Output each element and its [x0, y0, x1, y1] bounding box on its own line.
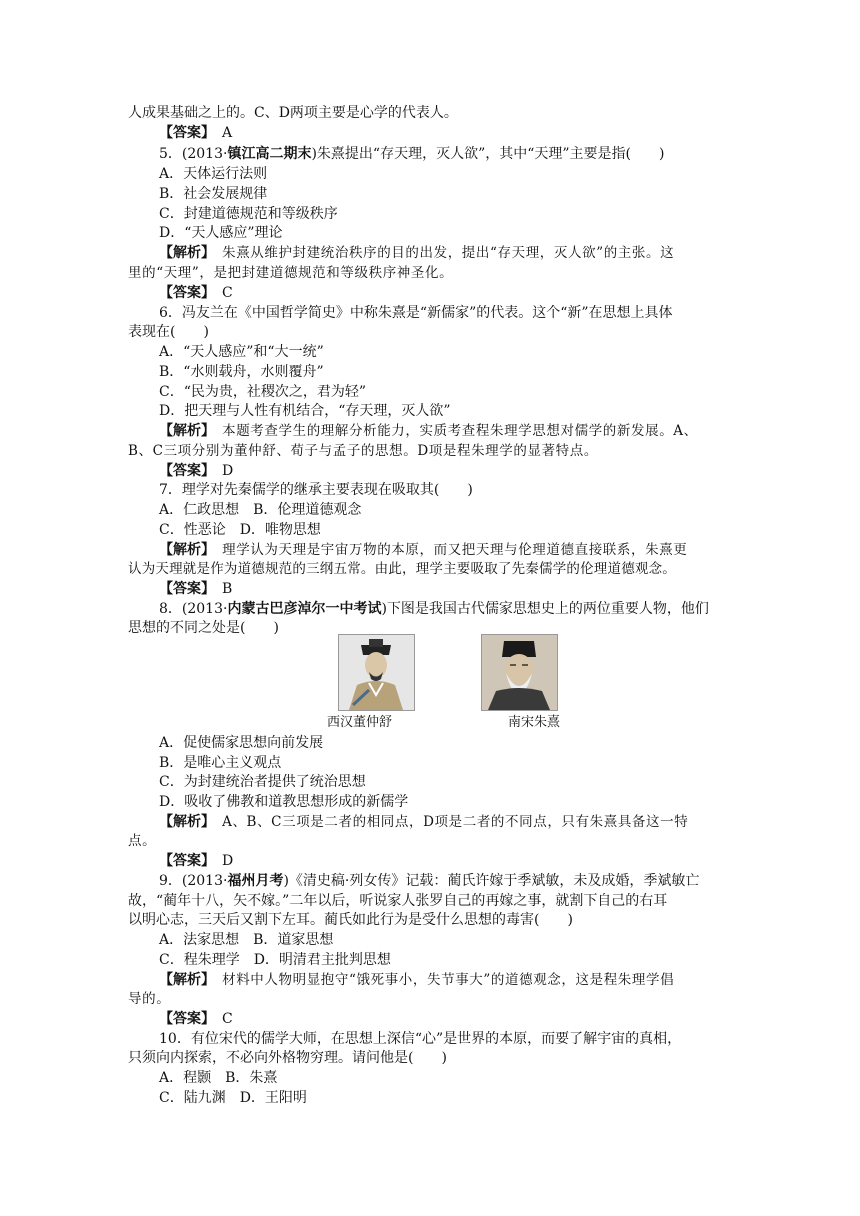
explanation-line: 点。 [128, 833, 157, 849]
text-line: 表现在( ) [128, 324, 209, 340]
options-ab: A．仁政思想 B．伦理道德观念 [159, 502, 362, 518]
text-line: 思想的不同之处是( ) [128, 620, 279, 636]
explanation-text: 朱熹从维护封建统治秩序的目的出发，提出“存天理，灭人欲”的主张。这 [208, 245, 675, 261]
answer-tag: 【答案】 [159, 1011, 208, 1027]
option-c: C．封建道德规范和等级秩序 [159, 206, 338, 222]
explanation-line [159, 540, 687, 560]
option-d: D．“天人感应”理论 [159, 225, 283, 241]
question-8 [159, 599, 709, 619]
question-10: 10．有位宋代的儒学大师，在思想上深信“心”是世界的本原，而要了解宇宙的真相， [159, 1031, 682, 1047]
option-c: C．“民为贵，社稷次之，君为轻” [159, 384, 367, 400]
explanation-line [159, 243, 674, 263]
answer-tag: 【答案】 [159, 853, 208, 869]
explanation-line [159, 812, 688, 832]
option-c: C．为封建统治者提供了统治思想 [159, 774, 366, 790]
explanation-tag: 【解析】 [159, 814, 208, 830]
option-a: A．促使儒家思想向前发展 [159, 735, 324, 751]
answer-tag: 【答案】 [159, 285, 208, 301]
options-ab: A．法家思想 B．道家思想 [159, 932, 334, 948]
answer-line [159, 123, 232, 143]
options-cd: C．性恶论 D．唯物思想 [159, 522, 321, 538]
answer-line [159, 283, 233, 303]
portrait-caption: 西汉董仲舒 [327, 715, 393, 730]
option-a: A．天体运行法则 [159, 166, 268, 182]
question-number: 5．(2013· [159, 146, 228, 162]
question-number: 8．(2013· [159, 601, 228, 617]
answer-value: C [222, 1011, 233, 1027]
explanation-text: 材料中人物明显抱守“饿死事小，失节事大”的道德观念，这是程朱理学倡 [208, 972, 675, 988]
explanation-tag: 【解析】 [159, 423, 208, 439]
question-text: )下图是我国古代儒家思想史上的两位重要人物，他们 [381, 601, 709, 617]
answer-tag: 【答案】 [159, 581, 208, 597]
answer-tag: 【答案】 [159, 463, 208, 479]
text-line: 只须向内探索，不必向外格物穷理。请问他是( ) [128, 1050, 447, 1066]
answer-line [159, 851, 233, 871]
question-6: 6．冯友兰在《中国哲学简史》中称朱熹是“新儒家”的代表。这个“新”在思想上具体 [159, 305, 673, 321]
option-b: B．社会发展规律 [159, 186, 268, 202]
question-7: 7．理学对先秦儒学的继承主要表现在吸取其( ) [159, 482, 473, 498]
dong-zhongshu-portrait [338, 634, 415, 711]
options-ab: A．程颢 B．朱熹 [159, 1070, 278, 1086]
explanation-line [159, 970, 674, 990]
explanation-line: 认为天理就是作为道德规范的三纲五常。由此，理学主要吸取了先秦儒学的伦理道德观念。 [128, 561, 676, 577]
answer-line [159, 461, 233, 481]
options-cd: C．陆九渊 D．王阳明 [159, 1090, 307, 1106]
option-a: A．“天人感应”和“大一统” [159, 344, 324, 360]
zhu-xi-portrait [481, 634, 558, 711]
question-text: )朱熹提出“存天理，灭人欲”，其中“天理”主要是指( ) [311, 146, 665, 162]
explanation-tag: 【解析】 [159, 972, 208, 988]
answer-value: C [222, 285, 233, 301]
question-9 [159, 871, 699, 891]
option-b: B．是唯心主义观点 [159, 755, 282, 771]
option-d: D．把天理与人性有机结合，“存天理，灭人欲” [159, 403, 451, 419]
question-source: 镇江高二期末 [227, 146, 312, 162]
question-source: 福州月考 [227, 873, 284, 889]
answer-value: D [222, 463, 234, 479]
text-line: 人成果基础之上的。C、D两项主要是心学的代表人。 [128, 105, 458, 121]
answer-value: A [222, 125, 233, 141]
explanation-text: 理学认为天理是宇宙万物的本原，而又把天理与伦理道德直接联系，朱熹更 [208, 542, 688, 558]
explanation-text: 本题考查学生的理解分析能力，实质考查程朱理学思想对儒学的新发展。A、 [208, 423, 698, 439]
options-cd: C．程朱理学 D．明清君主批判思想 [159, 952, 391, 968]
portrait-caption: 南宋朱熹 [508, 715, 561, 730]
text-line: 以明心志，三天后又割下左耳。蔺氏如此行为是受什么思想的毒害( ) [128, 912, 573, 928]
explanation-line: 导的。 [128, 991, 171, 1007]
option-d: D．吸收了佛教和道教思想形成的新儒学 [159, 794, 409, 810]
explanation-text: A、B、C三项是二者的相同点，D项是二者的不同点，只有朱熹具备这一特 [208, 814, 689, 830]
question-text: )《清史稿·列女传》记载：蔺氏许嫁于季斌敏，未及成婚，季斌敏亡 [283, 873, 700, 889]
explanation-tag: 【解析】 [159, 245, 208, 261]
question-5 [159, 144, 664, 164]
question-number: 9．(2013· [159, 873, 228, 889]
explanation-tag: 【解析】 [159, 542, 208, 558]
explanation-line [159, 421, 698, 441]
text-line: 故，“蔺年十八，矢不嫁。”二年以后，听说家人张罗自己的再嫁之事，就割下自己的右耳 [128, 893, 668, 909]
answer-value: B [222, 581, 233, 597]
answer-value: D [222, 853, 234, 869]
explanation-line: B、C三项分别为董仲舒、荀子与孟子的思想。D项是程朱理学的显著特点。 [128, 443, 598, 459]
answer-line [159, 1009, 233, 1029]
option-b: B．“水则载舟，水则覆舟” [159, 364, 324, 380]
question-source: 内蒙古巴彦淖尔一中考试 [227, 601, 382, 617]
explanation-line: 里的“天理”，是把封建道德规范和等级秩序神圣化。 [128, 265, 454, 281]
answer-tag: 【答案】 [159, 125, 208, 141]
answer-line [159, 579, 232, 599]
